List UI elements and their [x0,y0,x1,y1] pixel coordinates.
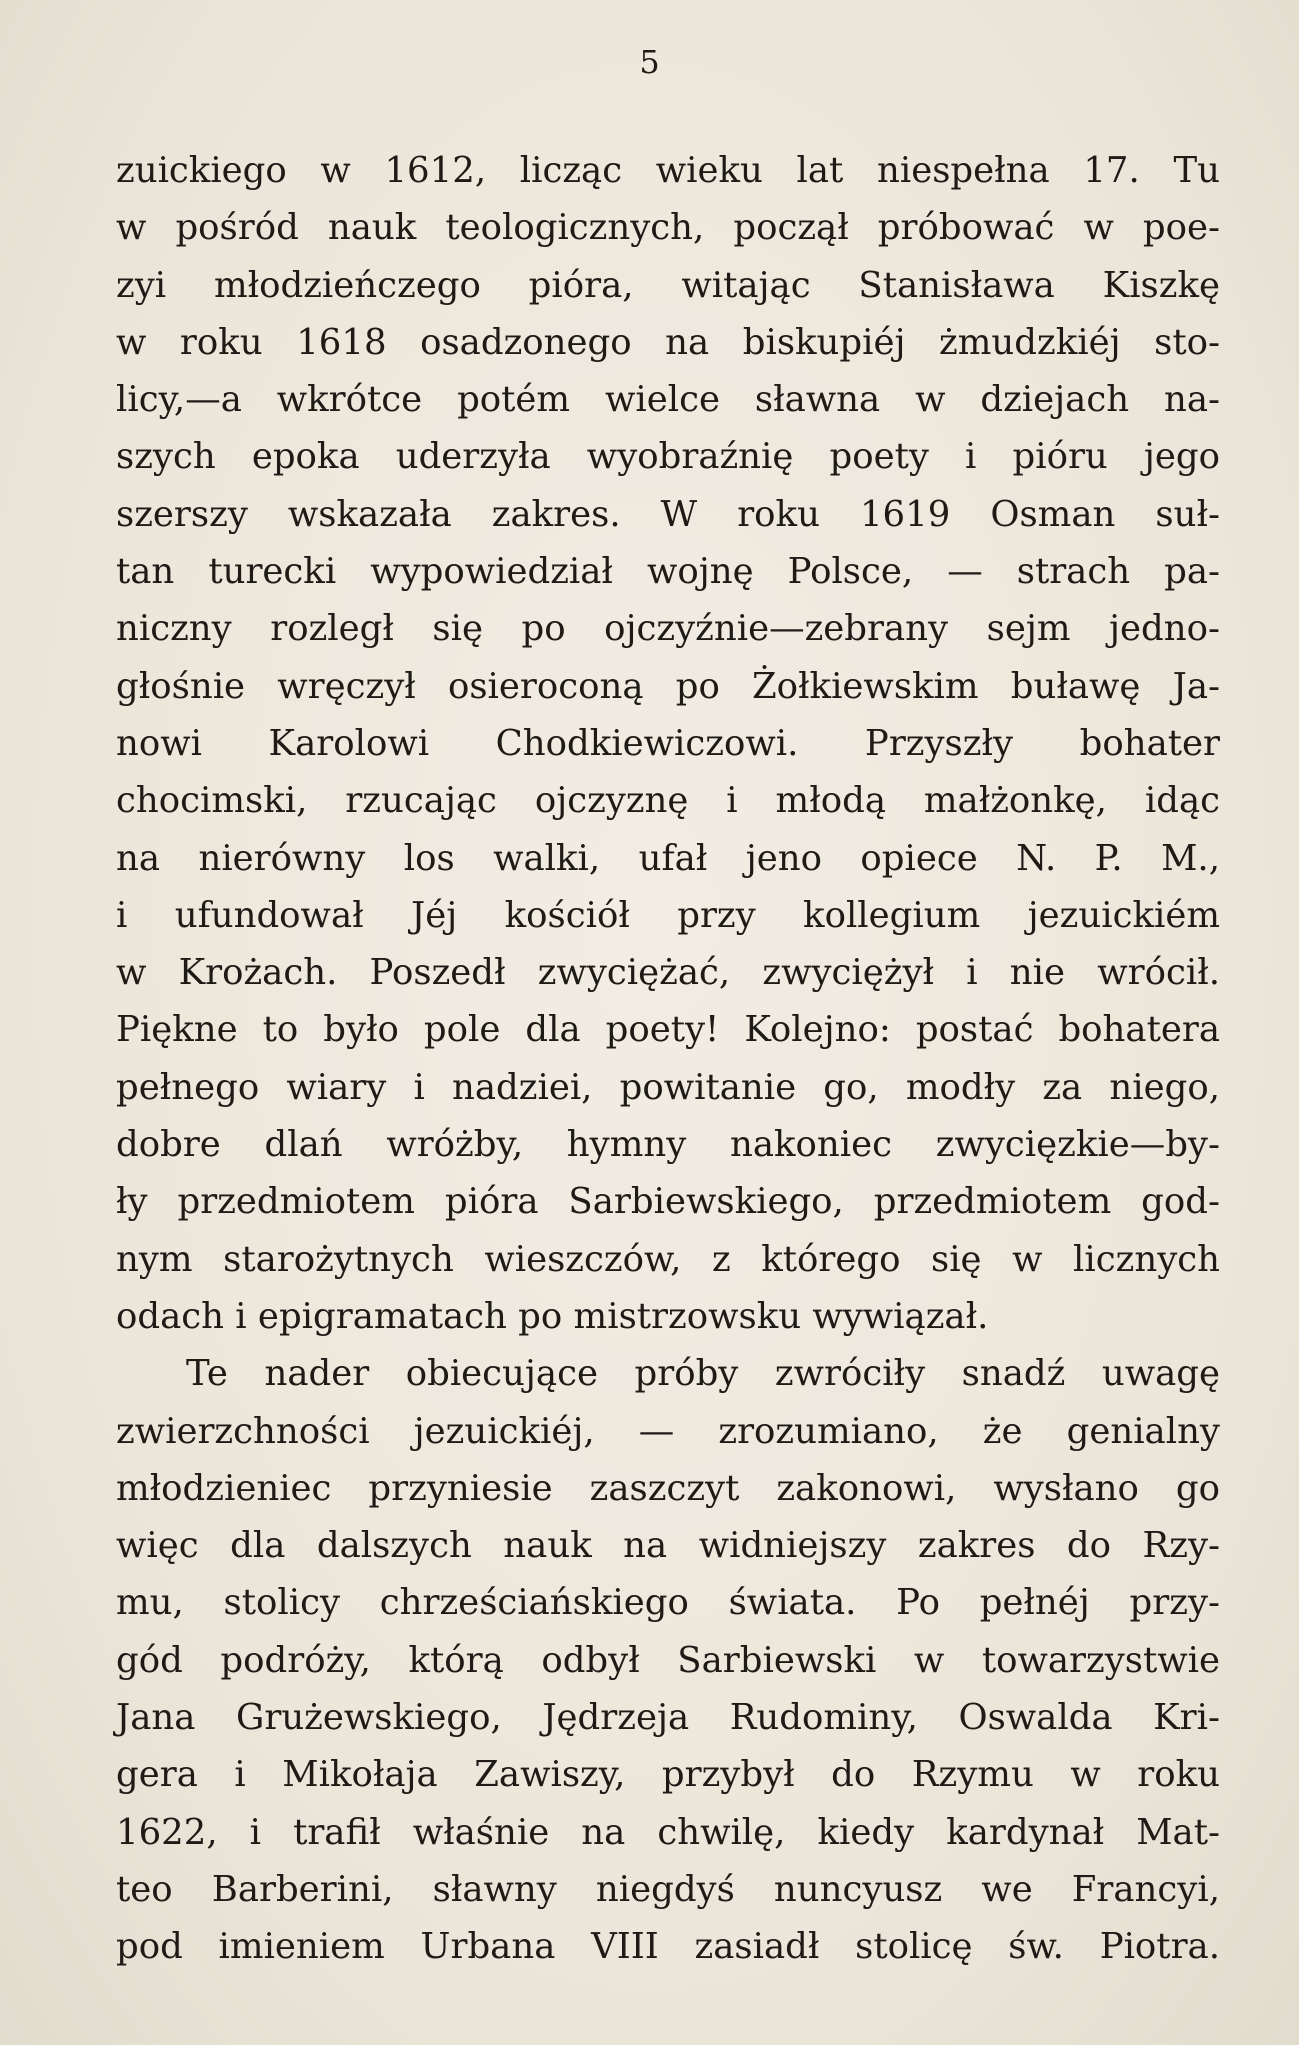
page-number: 5 [639,43,660,81]
text-line: chocimski, rzucając ojczyznę i młodą małżonkę, idąc [116,780,1220,822]
paragraph-start-line: Te nader obiecujące próby zwróciły snadź uwagę [186,1353,1220,1395]
text-line: Jana Grużewskiego, Jędrzeja Rudominy, Oswalda Kri- [116,1697,1220,1739]
text-line: teo Barberini, sławny niegdyś nuncyusz we Francyi, [116,1868,1220,1910]
text-line: zuickiego w 1612, licząc wieku lat niespełna 17. Tu [116,150,1220,191]
text-line: szych epoka uderzyła wyobraźnię poety i pióru jego [116,436,1220,478]
text-line: w roku 1618 osadzonego na biskupiéj żmudzkiéj sto- [116,321,1220,363]
text-line: 1622, i trafił właśnie na chwilę, kiedy kardynał Mat- [116,1811,1220,1853]
text-line: mu, stolicy chrześciańskiego świata. Po pełnéj przy- [116,1582,1220,1624]
text-line: tan turecki wypowiedział wojnę Polsce, — strach pa- [116,551,1220,593]
text-line: szerszy wskazała zakres. W roku 1619 Osman suł- [116,493,1220,535]
text-line: nym starożytnych wieszczów, z którego się w licznych [116,1238,1220,1280]
text-line: dobre dlań wróżby, hymny nakoniec zwycięzkie—by- [116,1124,1220,1166]
text-line: nowi Karolowi Chodkiewiczowi. Przyszły bohater [116,722,1220,764]
text-line: pod imieniem Urbana VIII zasiadł stolicę św. Piotra. [116,1926,1220,1968]
text-line: licy,—a wkrótce potém wielce sławna w dziejach na- [116,379,1220,421]
text-line: w Krożach. Poszedł zwyciężać, zwyciężył i nie wrócił. [116,952,1220,994]
text-line: na nierówny los walki, ufał jeno opiece N. P. M., [116,837,1220,879]
text-line: gód podróży, którą odbył Sarbiewski w towarzystwie [116,1639,1220,1681]
text-line: młodzieniec przyniesie zaszczyt zakonowi, wysłano go [116,1467,1220,1509]
text-line: więc dla dalszych nauk na widniejszy zakres do Rzy- [116,1525,1220,1567]
text-line: głośnie wręczył osieroconą po Żołkiewskim buławę Ja- [116,665,1220,707]
text-line: w pośród nauk teologicznych, począł próbować w poe- [116,207,1220,249]
text-line: niczny rozległ się po ojczyźnie—zebrany sejm jedno- [116,608,1220,650]
body-text [116,142,1220,1976]
text-line: Piękne to było pole dla poety! Kolejno: postać bohatera [116,1009,1220,1051]
text-line: pełnego wiary i nadziei, powitanie go, modły za niego, [116,1066,1220,1108]
text-line: zwierzchności jezuickiéj, — zrozumiano, że genialny [116,1410,1220,1452]
text-line: ły przedmiotem pióra Sarbiewskiego, przedmiotem god- [116,1181,1220,1223]
text-line: i ufundował Jéj kościół przy kollegium jezuickiém [116,894,1220,936]
text-line: gera i Mikołaja Zawiszy, przybył do Rzymu w roku [116,1754,1220,1796]
paragraph-end-line: odach i epigramatach po mistrzowsku wywiązał. [116,1295,989,1337]
text-line: zyi młodzieńczego pióra, witając Stanisława Kiszkę [116,264,1220,306]
